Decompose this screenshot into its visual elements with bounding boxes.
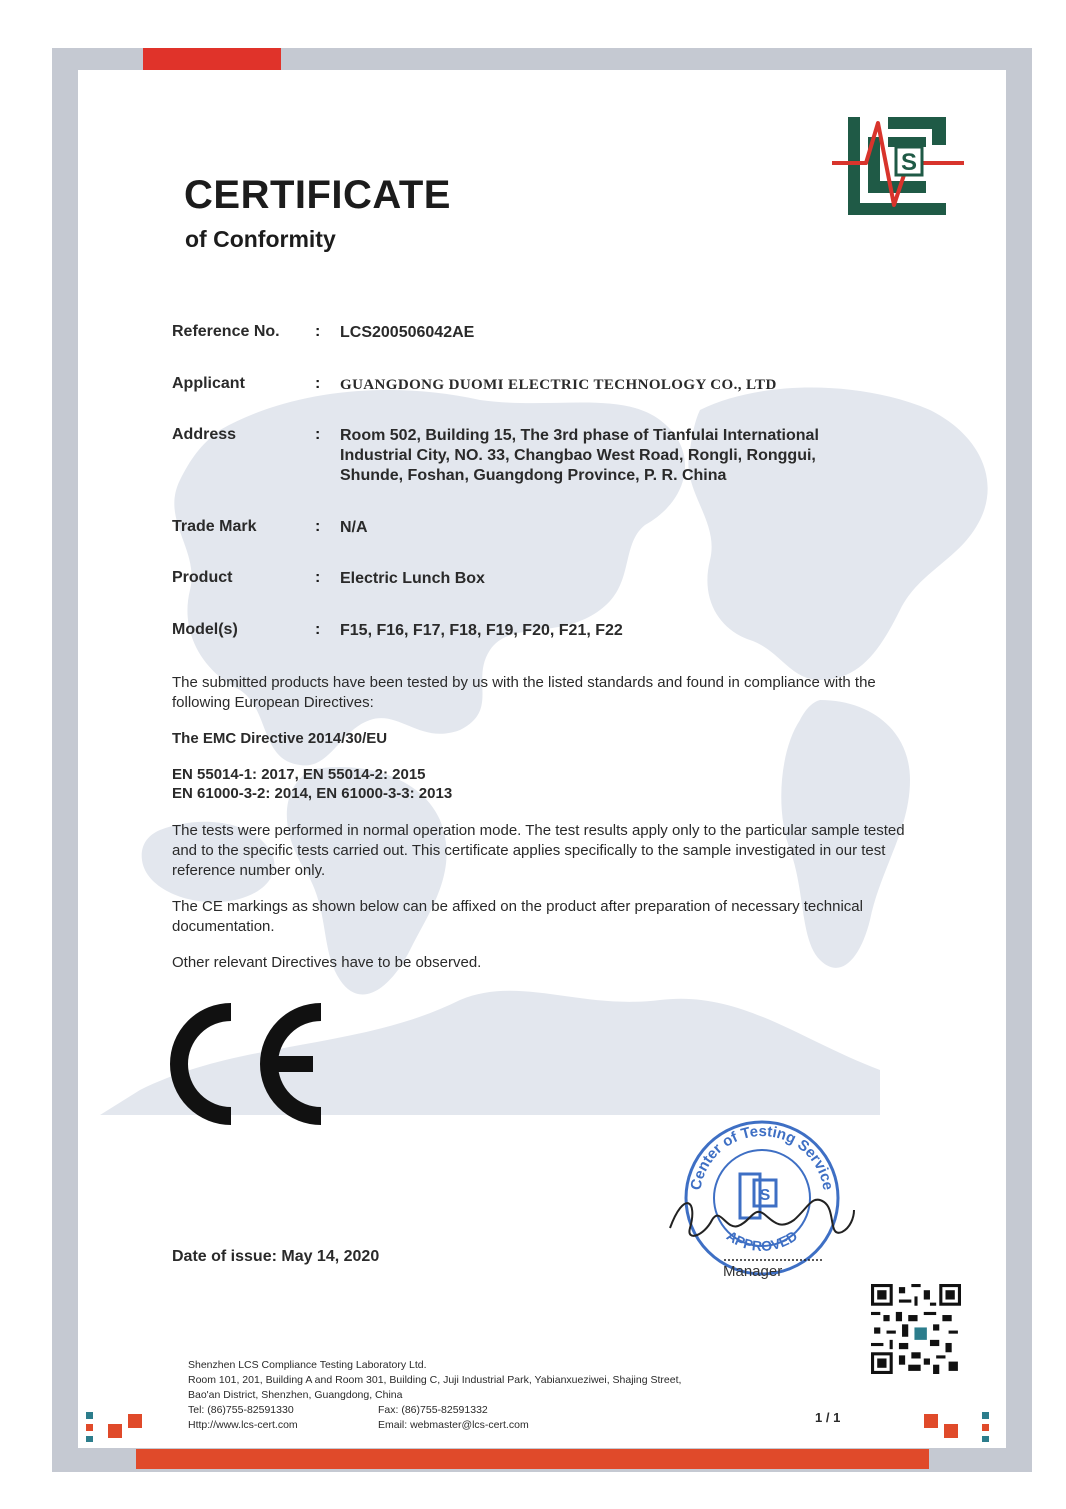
corner-decoration-right [920,1410,1000,1444]
directive-line: The EMC Directive 2014/30/EU [172,730,388,747]
field-label: Product [172,569,233,586]
standards-line-1: EN 55014-1: 2017, EN 55014-2: 2015 [172,766,426,783]
field-label: Model(s) [172,621,238,638]
date-of-issue: Date of issue: May 14, 2020 [172,1248,380,1265]
stamp-text-bottom: APPROVED [723,1227,801,1255]
corner-decoration-left [84,1410,164,1444]
footer-fax: Fax: (86)755-82591332 [378,1404,488,1416]
ce-marking-paragraph: The CE markings as shown below can be affixed on the product after preparation of necessary technical documentation. [172,898,863,935]
field-label: Trade Mark [172,518,257,535]
lcs-logo-icon [828,113,968,219]
page-number: 1 / 1 [815,1410,841,1425]
certificate-title: CERTIFICATE [184,173,451,217]
footer-address-line-2: Bao'an District, Shenzhen, Guangdong, China [188,1389,403,1401]
footer-website[interactable]: Http://www.lcs-cert.com [188,1419,298,1431]
field-value: F15, F16, F17, F18, F19, F20, F21, F22 [340,622,623,639]
field-value: Electric Lunch Box [340,570,485,587]
logo-letter: S [900,149,918,176]
footer-company: Shenzhen LCS Compliance Testing Laboratory Ltd. [188,1359,427,1371]
other-directives-paragraph: Other relevant Directives have to be observed. [172,954,482,971]
field-value: N/A [340,519,368,536]
bottom-red-bar [136,1449,929,1469]
manager-label: Manager [723,1263,783,1280]
field-colon: : [315,621,321,638]
field-value: Room 502, Building 15, The 3rd phase of Tianfulai International Industrial City, NO. 33, Changbao West Road, Rongli, Ronggui, Shunde, Foshan, Guangdong Province, P. R. China [340,427,819,484]
field-colon: : [315,569,321,586]
field-label: Address [172,426,237,443]
footer-tel: Tel: (86)755-82591330 [188,1404,294,1416]
standards-line-2: EN 61000-3-2: 2014, EN 61000-3-3: 2013 [172,785,453,802]
field-colon: : [315,323,321,340]
footer-email[interactable]: Email: webmaster@lcs-cert.com [378,1419,529,1431]
top-red-bar [143,48,281,70]
field-colon: : [315,375,321,392]
field-value: LCS200506042AE [340,324,475,341]
field-colon: : [315,518,321,535]
field-colon: : [315,426,321,443]
svg-text:APPROVED [724,1227,800,1254]
field-label: Applicant [172,375,245,392]
tests-paragraph: The tests were performed in normal operation mode. The test results apply only to the particular sample tested and to the specific tests carried out. This certificate applies specifically to the sample investigated in our test reference number only. [172,822,905,879]
ce-mark-icon [163,1002,335,1126]
compliance-paragraph: The submitted products have been tested by us with the listed standards and found in compliance with the following European Directives: [172,674,876,711]
stamp-text-top: Center of Testing Service [687,1122,837,1192]
field-value: GUANGDONG DUOMI ELECTRIC TECHNOLOGY CO., LTD [340,377,777,393]
certificate-subtitle: of Conformity [185,226,336,252]
svg-text:S: S [759,1187,771,1204]
footer-address-line-1: Room 101, 201, Building A and Room 301, Building C, Juji Industrial Park, Yabianxueziwei, Shajing Street, [188,1374,682,1386]
field-label: Reference No. [172,323,280,340]
